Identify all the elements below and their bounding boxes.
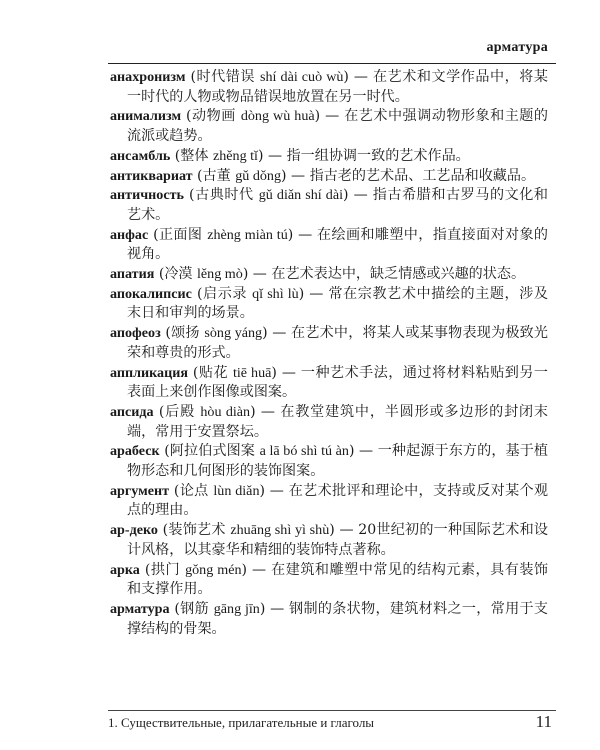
entry-definition: 钢制的条状物，建筑材料之一，常用于支撑结构的骨架。	[127, 600, 549, 637]
entry-definition: 指古希腊和古罗马的文化和艺术。	[127, 187, 549, 223]
entry-headword: апсида	[110, 403, 154, 420]
entry-pinyin: gǔ diǎn shí dài	[258, 187, 344, 204]
entry-pinyin: zhěng tǐ	[212, 147, 258, 164]
running-head: арматура	[486, 40, 548, 55]
header-rule	[108, 63, 556, 64]
dictionary-entry: анфас (正面图 zhèng miàn tú) — 在绘画和雕塑中，指直接面对对象的视角。	[110, 226, 549, 263]
dictionary-entry: антиквариат (古董 gǔ dǒng) — 指古老的艺术品、工艺品和收藏品。	[110, 167, 536, 184]
footer-section-title: 1. Существительные, прилагательные и глаголы	[108, 715, 375, 730]
entry-pinyin: gǒng mén	[185, 561, 242, 578]
entry-headword: ансамбль	[110, 147, 171, 164]
entry-pinyin: gāng jīn	[213, 600, 260, 617]
entry-headword: аппликация	[110, 364, 188, 381]
entry-pinyin: a lā bó shì tú àn	[259, 443, 349, 460]
entry-chinese: 时代错误	[195, 69, 255, 85]
dictionary-entry: аппликация (贴花 tiē huā) — 一种艺术手法，通过将材料粘贴到另一表面上来创作图像或图案。	[110, 364, 549, 401]
entry-pinyin: lùn diǎn	[213, 482, 260, 499]
entry-definition: 指古老的艺术品、工艺品和收藏品。	[309, 167, 536, 184]
dictionary-entry: ансамбль (整体 zhěng tǐ) — 指一组协调一致的艺术作品。	[110, 147, 470, 164]
dictionary-entry: аргумент (论点 lùn diǎn) — 在艺术批评和理论中，支持或反对某个观点的理由。	[110, 482, 549, 519]
dictionary-entry: арабеск (阿拉伯式图案 a lā bó shì tú àn) — 一种起源于东方的，基于植物形态和几何图形的装饰图案。	[110, 443, 549, 480]
entry-chinese: 冷漠	[164, 266, 193, 283]
dictionary-entry: античность (古典时代 gǔ diǎn shí dài) — 指古希腊和古罗马的文化和艺术。	[110, 187, 549, 223]
dictionary-entry: апсида (后殿 hòu diàn) — 在教堂建筑中，半圆形或多边形的封闭末端，常用于安置祭坛。	[110, 403, 549, 440]
entry-headword: анфас	[110, 226, 149, 243]
entry-definition: 在建筑和雕塑中常见的结构元素，具有装饰和支撑作用。	[127, 561, 549, 598]
entry-chinese: 装饰艺术	[168, 522, 226, 539]
entry-headword: апатия	[110, 266, 155, 283]
dictionary-entry: арка (拱门 gǒng mén) — 在建筑和雕塑中常见的结构元素，具有装饰和支撑作用。	[110, 561, 549, 598]
entry-definition: 在艺术中强调动物形象和主题的流派或趋势。	[127, 108, 548, 145]
entry-pinyin: zhèng miàn tú	[207, 226, 288, 243]
entry-pinyin: tiē huā	[232, 364, 272, 381]
entry-headword: анахронизм	[110, 69, 186, 85]
entry-pinyin: sòng yáng	[204, 325, 263, 342]
entry-headword: арматура	[110, 600, 170, 617]
entry-definition: 指一组协调一致的艺术作品。	[286, 147, 470, 164]
dictionary-entry: анахронизм (时代错误 shí dài cuò wù) — 在艺术和文学作品中，将某一时代的人物或物品错误地放置在另一时代。	[110, 69, 549, 105]
entry-chinese: 古董	[202, 167, 231, 184]
entry-chinese: 整体	[180, 147, 209, 164]
entry-definition: 在教堂建筑中，半圆形或多边形的封闭末端，常用于安置祭坛。	[127, 403, 549, 440]
entry-definition: 在绘画和雕塑中，指直接面对对象的视角。	[127, 226, 549, 263]
entry-pinyin: hòu diàn	[200, 403, 251, 420]
entry-pinyin: dòng wù huà	[240, 108, 315, 125]
entry-chinese: 古典时代	[194, 187, 254, 204]
entry-chinese: 拱门	[150, 561, 181, 578]
entry-chinese: 后殿	[164, 403, 196, 420]
entry-definition: 20世纪初的一种国际艺术和设计风格，以其豪华和精细的装饰特点著称。	[127, 522, 548, 558]
entry-chinese: 论点	[179, 482, 209, 499]
entry-headword: античность	[110, 187, 184, 204]
entry-pinyin: zhuāng shì yì shù	[230, 522, 330, 539]
entry-pinyin: lěng mò	[197, 266, 243, 283]
entry-chinese: 钢筋	[179, 600, 209, 617]
footer-rule	[108, 710, 556, 711]
dictionary-entry: арматура (钢筋 gāng jīn) — 钢制的条状物，建筑材料之一，常用于支撑结构的骨架。	[110, 600, 549, 637]
entry-pinyin: shí dài cuò wù	[260, 69, 344, 85]
entry-headword: апофеоз	[110, 325, 161, 342]
dictionary-entry: апатия (冷漠 lěng mò) — 在艺术表达中，缺乏情感或兴趣的状态。	[110, 266, 526, 283]
entry-definition: 在艺术批评和理论中，支持或反对某个观点的理由。	[127, 482, 549, 519]
entry-definition: 在艺术中，将某人或某事物表现为极致光荣和尊贵的形式。	[127, 325, 548, 361]
entry-definition: 常在宗教艺术中描绘的主题，涉及末日和审判的场景。	[127, 285, 548, 322]
entry-chinese: 贴花	[198, 364, 229, 381]
entry-pinyin: qǐ shì lù	[252, 285, 299, 302]
entry-chinese: 阿拉伯式图案	[169, 443, 255, 460]
entry-headword: ар-деко	[110, 522, 158, 539]
dictionary-entry: анимализм (动物画 dòng wù huà) — 在艺术中强调动物形象和主题的流派或趋势。	[110, 108, 548, 145]
entry-definition: 一种艺术手法，通过将材料粘贴到另一表面上来创作图像或图案。	[127, 364, 549, 401]
entry-definition: 在艺术和文学作品中，将某一时代的人物或物品错误地放置在另一时代。	[127, 69, 549, 105]
dictionary-entry: ар-деко (装饰艺术 zhuāng shì yì shù) — 20世纪初的一种国际艺术和设计风格，以其豪华和精细的装饰特点著称。	[110, 522, 548, 558]
entry-chinese: 颂扬	[170, 325, 200, 342]
entry-definition: 一种起源于东方的，基于植物形态和几何图形的装饰图案。	[127, 443, 549, 480]
entry-headword: арка	[110, 561, 140, 578]
entry-headword: антиквариат	[110, 167, 193, 184]
dictionary-entry: апокалипсис (启示录 qǐ shì lù) — 常在宗教艺术中描绘的主题，涉及末日和审判的场景。	[110, 285, 548, 322]
entry-headword: арабеск	[110, 443, 160, 460]
entry-pinyin: gǔ dǒng	[235, 167, 282, 184]
entry-headword: аргумент	[110, 482, 170, 499]
entry-chinese: 启示录	[202, 285, 248, 302]
entry-headword: апокалипсис	[110, 285, 192, 302]
page-number: 11	[535, 712, 552, 731]
dictionary-entries	[110, 68, 548, 639]
entry-definition: 在艺术表达中，缺乏情感或兴趣的状态。	[271, 266, 526, 283]
dictionary-entry: апофеоз (颂扬 sòng yáng) — 在艺术中，将某人或某事物表现为极致光荣和尊贵的形式。	[110, 325, 548, 361]
entry-chinese: 正面图	[158, 226, 203, 243]
entry-headword: анимализм	[110, 108, 182, 125]
entry-chinese: 动物画	[191, 108, 236, 125]
